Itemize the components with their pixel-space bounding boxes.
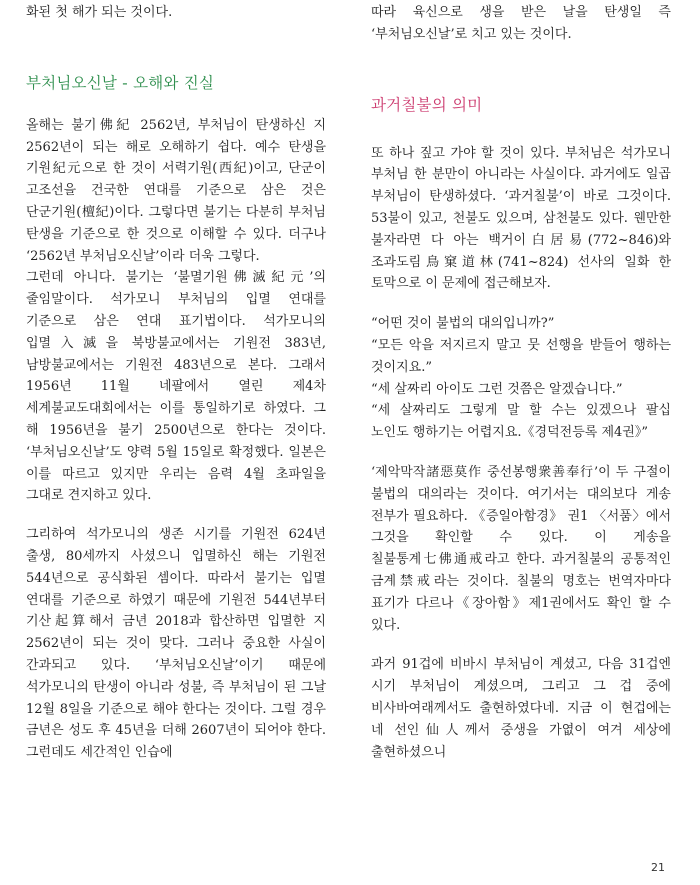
body-paragraph: 그런데 아니다. 불기는 ‘불멸기원佛滅紀元’의 줄임말이다. 석가모니 부처님의 입멸 연대를 기준으로 삼은 연대 표기법이다. 석가모니의 입멸入滅을 북방불교에서는 기원전 383년, 남방불교에서는 기원전 483년으로 본다. 그래서 1956년 11월 네팔에서 열린 제4차 세계불교도대회에서는 이를 통일하기로 하였다. 그 해 1956년을 불기 2500년으로 한다는 것이다. ‘부처님오신날’도 양력 5월 15일로 확정했다. 일본은 이를 따르고 있지만 우리는 음력 4월 초파일을 그대로 견지하고 있다.	[26, 270, 326, 504]
body-paragraph: 올해는 불기佛紀 2562년, 부처님이 탄생하신 지 2562년이 되는 해로 오해하기 쉽다. 예수 탄생을 기원紀元으로 한 것이 서력기원(西紀)이고, 단군이 고조선을 건국한 연대를 기준으로 삼은 것은 단군기원(檀紀)이다. 그렇다면 불기는 다분히 부처님 탄생을 기준으로 한 것으로 이해할 수 있다. 더구나 ‘2562년 부처님오신날’이라 더욱 그렇다.	[26, 117, 326, 264]
section-heading-past-seven-buddhas: 과거칠불의 의미	[371, 95, 483, 114]
intro-line: 화된 첫 해가 되는 것이다.	[26, 5, 173, 20]
quote-line: “어떤 것이 불법의 대의입니까?”	[371, 316, 555, 332]
section-heading-buddha-birthday: 부처님오신날 - 오해와 진실	[26, 73, 215, 92]
intro-paragraph: 따라 육신으로 생을 받은 날을 탄생일 즉 ‘부처님오신날’로 치고 있는 것이다.	[371, 5, 671, 42]
left-column	[26, 0, 326, 764]
right-column	[371, 0, 671, 763]
body-paragraph: 또 하나 짚고 가야 할 것이 있다. 부처님은 석가모니 부처님 한 분만이 아니라는 사실이다. 과거에도 일곱 부처님이 탄생하셨다. ‘과거칠불’이 바로 그것이다. 53불이 있고, 천불도 있으며, 삼천불도 있다. 웬만한 불자라면 다 아는 백거이白居易(772~846)와 조과도림鳥窠道林(741~824) 선사의 일화 한 토막으로 이 문제에 접근해보자.	[371, 145, 671, 292]
quote-line: “모든 악을 저지르지 말고 뭇 선행을 받들어 행하는 것이지요.”	[371, 337, 671, 375]
body-paragraph: 그리하여 석가모니의 생존 시기를 기원전 624년 출생, 80세까지 사셨으니 입멸하신 해는 기원전 544년으로 공식화된 셈이다. 따라서 불기는 입멸 연대를 기준으로 하였기 때문에 기원전 544년부터 기산起算해서 금년 2018과 합산하면 입멸한 지 2562년이 되는 것이 맞다. 그러나 중요한 사실이 간과되고 있다. ‘부처님오신날’이기 때문에 석가모니의 탄생이 아니라 성불, 즉 부처님이 된 그날 12월 8일을 기준으로 해야 한다는 것이다. 그럴 경우 금년은 성도 후 45년을 더해 2607년이 되어야 한다. 그런데도 세간적인 인습에	[26, 527, 326, 761]
body-paragraph: 과거 91겁에 비바시 부처님이 계셨고, 다음 31겁엔 시기 부처님이 계셨으며, 그리고 그 겁 중에 비사바여래께서도 출현하였다네. 지금 이 현겁에는 네 선인仙人께서 중생을 가엾이 여겨 세상에 출현하셨으니	[371, 657, 671, 760]
quote-line: “세 살짜리도 그렇게 말 할 수는 있겠으나 팔십 노인도 행하기는 어렵지요.《경덕전등록 제4권》”	[371, 403, 671, 441]
page-number: 21	[651, 861, 665, 874]
body-paragraph: ‘제악막작諸惡莫作 중선봉행衆善奉行’이 두 구절이 불법의 대의라는 것이다. 여기서는 대의보다 게송 전부가 필요하다. 《증일아함경》 권1 〈서품〉에서 그것을 확인할 수 있다. 이 게송을 칠불통계七佛通戒라고 한다. 과거칠불의 공통적인 금계禁戒라는 것이다. 칠불의 명호는 번역자마다 표기가 다르나《장아함》제1권에서도 확인 할 수 있다.	[371, 464, 671, 633]
quote-line: “세 살짜리 아이도 그런 것쯤은 알겠습니다.”	[371, 381, 623, 397]
